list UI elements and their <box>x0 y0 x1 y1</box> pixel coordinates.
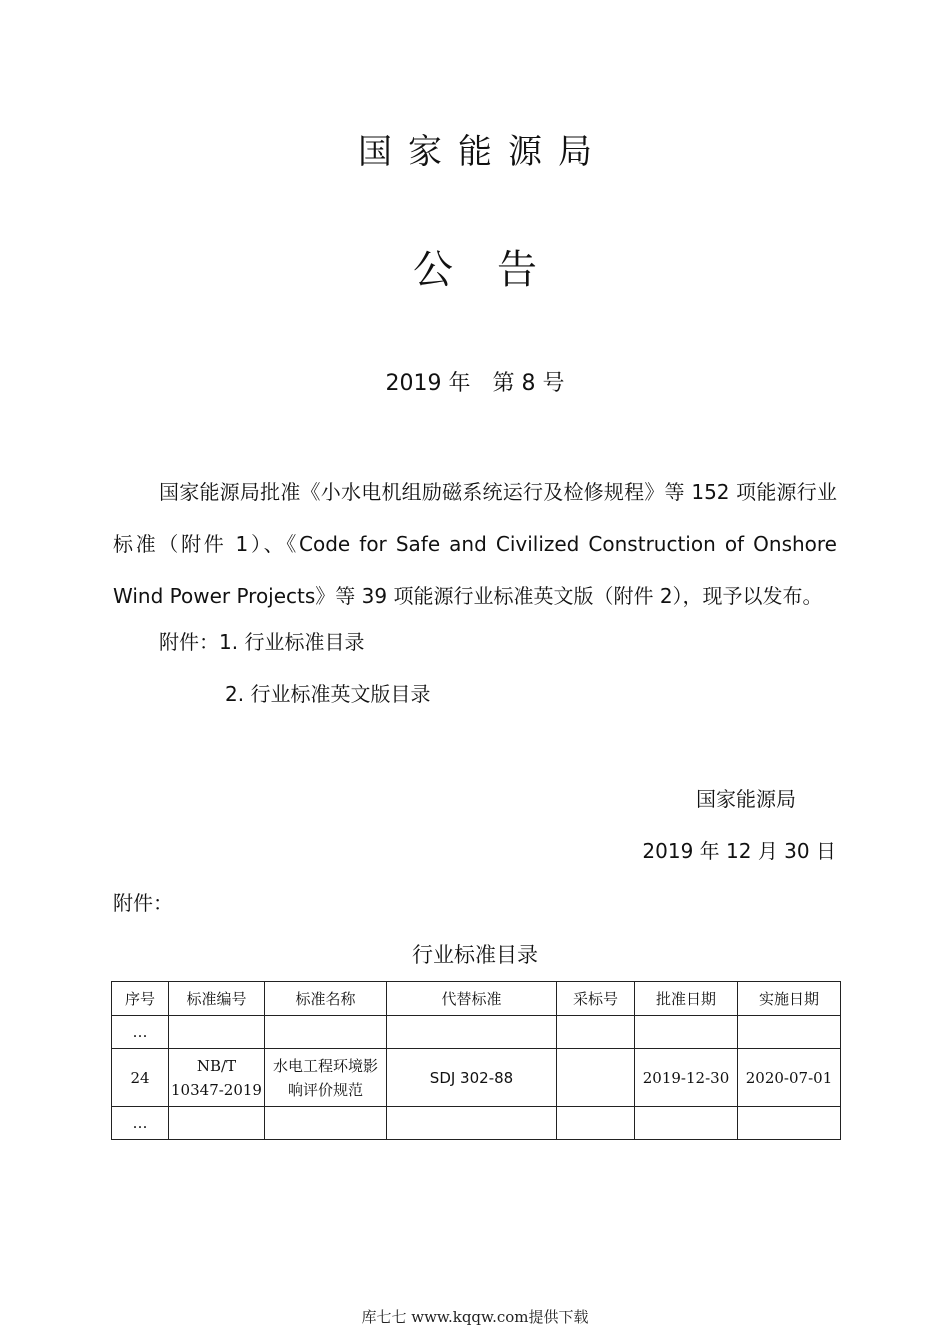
cell-effective <box>738 1107 841 1140</box>
cell-seq: … <box>112 1107 169 1140</box>
col-header-name: 标准名称 <box>265 982 387 1016</box>
table-row <box>112 1016 841 1049</box>
signature-organization: 国家能源局 <box>696 787 796 811</box>
code-number: 10347-2019 <box>171 1080 262 1099</box>
table-title: 行业标准目录 <box>412 943 538 967</box>
code-prefix: NB/T <box>196 1056 237 1075</box>
col-header-effective: 实施日期 <box>738 982 841 1016</box>
cell-name <box>265 1016 387 1049</box>
document-type: 公告 <box>413 247 581 293</box>
cell-effective: 2020-07-01 <box>738 1049 841 1107</box>
cell-name <box>265 1107 387 1140</box>
table-row <box>112 1049 841 1107</box>
issue-number: 2019 年 第 8 号 <box>385 371 565 396</box>
cell-replaces <box>387 1107 557 1140</box>
col-header-code: 标准编号 <box>169 982 265 1016</box>
cell-replaces <box>387 1016 557 1049</box>
standards-table <box>111 981 841 1140</box>
annex-label: 附件： <box>113 891 173 915</box>
cell-adopted <box>557 1107 635 1140</box>
cell-seq: … <box>112 1016 169 1049</box>
table-header-row <box>112 982 841 1016</box>
cell-approved <box>635 1016 738 1049</box>
col-header-seq: 序号 <box>112 982 169 1016</box>
attachment-item-1: 附件：1. 行业标准目录 <box>159 630 365 654</box>
cell-seq: 24 <box>112 1049 169 1107</box>
cell-code <box>169 1049 265 1107</box>
cell-adopted <box>557 1016 635 1049</box>
col-header-approved: 批准日期 <box>635 982 738 1016</box>
cell-name: 水电工程环境影响评价规范 <box>265 1049 387 1107</box>
cell-code <box>169 1107 265 1140</box>
issuing-organization: 国家能源局 <box>358 132 608 172</box>
cell-code <box>169 1016 265 1049</box>
cell-approved <box>635 1107 738 1140</box>
cell-adopted <box>557 1049 635 1107</box>
col-header-adopted: 采标号 <box>557 982 635 1016</box>
col-header-replaces: 代替标准 <box>387 982 557 1016</box>
signature-date: 2019 年 12 月 30 日 <box>642 839 836 863</box>
page-footer: 库七七 www.kqqw.com提供下载 <box>361 1308 589 1326</box>
announcement-paragraph: 国家能源局批准《小水电机组励磁系统运行及检修规程》等 152 项能源行业标准（附件 1）、《Code for Safe and Civilized Construction of Onshore Wind Power Projects》等 39 项能源行业标准英文版（附件 2），现予以发布。 <box>113 480 837 608</box>
cell-approved: 2019-12-30 <box>635 1049 738 1107</box>
attachment-item-2: 2. 行业标准英文版目录 <box>225 682 431 706</box>
cell-replaces: SDJ 302-88 <box>387 1049 557 1107</box>
cell-effective <box>738 1016 841 1049</box>
table-row <box>112 1107 841 1140</box>
